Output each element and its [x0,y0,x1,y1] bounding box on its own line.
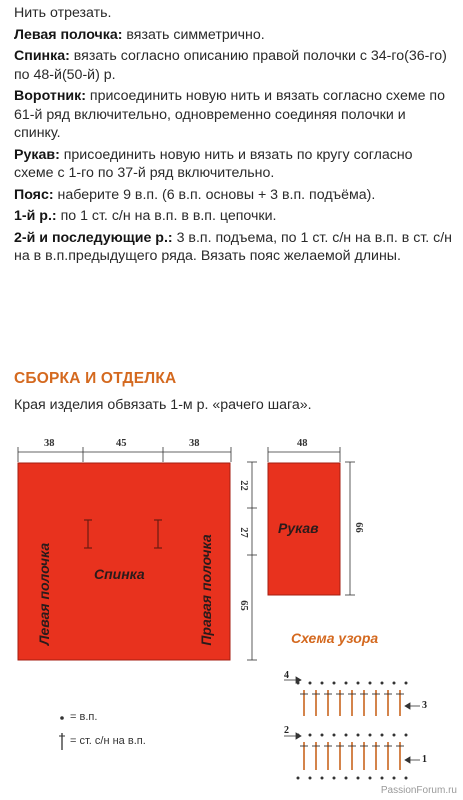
legend-chain: = в.п. [70,711,98,723]
label-sleeve: Рукав [278,520,319,536]
para-row-2: 2-й и последующие р.: 3 в.п. подъема, по 1 ст. с/н на в.п. в ст. с/н на в в.п.предыдущего ряда. Вязать пояс желаемой длины. [14,229,452,264]
dim-height-upper: 22 [237,480,249,491]
para-left-front: Левая полочка: вязать симметрично. [14,26,265,43]
label-back: Спинка [94,566,145,582]
watermark: PassionForum.ru [380,785,457,796]
para-collar: Воротник: присоединить новую нить и вязать согласно схеме по 61-й ряд включительно, одновременно соединяя полочки и спинку. [14,88,445,141]
stitch-chart [284,677,420,780]
legend-symbols [59,716,65,750]
dim-right-width: 38 [189,438,200,449]
para-belt: Пояс: наберите 9 в.п. (6 в.п. основы + 3 в.п. подъёма). [14,186,376,203]
dim-left-width: 38 [44,438,55,449]
para-back: Спинка: вязать согласно описанию правой полочки с 34-го(36-го) по 48-й(50-й) р. [14,48,447,83]
dim-height-lower: 65 [237,600,249,611]
scheme-title: Схема узора [291,630,379,646]
row-number-1: 1 [422,754,427,765]
section-text: Края изделия обвязать 1-м р. «рачего шага». [14,397,312,413]
row-number-3: 3 [422,700,427,711]
label-right-front: Правая полочка [198,534,214,646]
legend-dc: = ст. с/н на в.п. [70,735,146,747]
row-number-4: 4 [284,670,289,681]
para-cut-thread: Нить отрезать. [14,5,112,21]
dim-center-width: 45 [116,438,127,449]
label-left-front: Левая полочка [36,542,52,646]
dim-height-middle: 27 [237,527,249,538]
para-sleeve: Рукав: присоединить новую нить и вязать по кругу согласно схеме с 1-го по 37-й ряд включительно. [14,146,413,181]
row-number-2: 2 [284,725,289,736]
dim-sleeve-height: 66 [352,522,364,533]
section-title: СБОРКА И ОТДЕЛКА [14,370,177,387]
para-row-1: 1-й р.: по 1 ст. с/н на в.п. в в.п. цепочки. [14,208,277,224]
dim-sleeve-width: 48 [297,438,308,449]
